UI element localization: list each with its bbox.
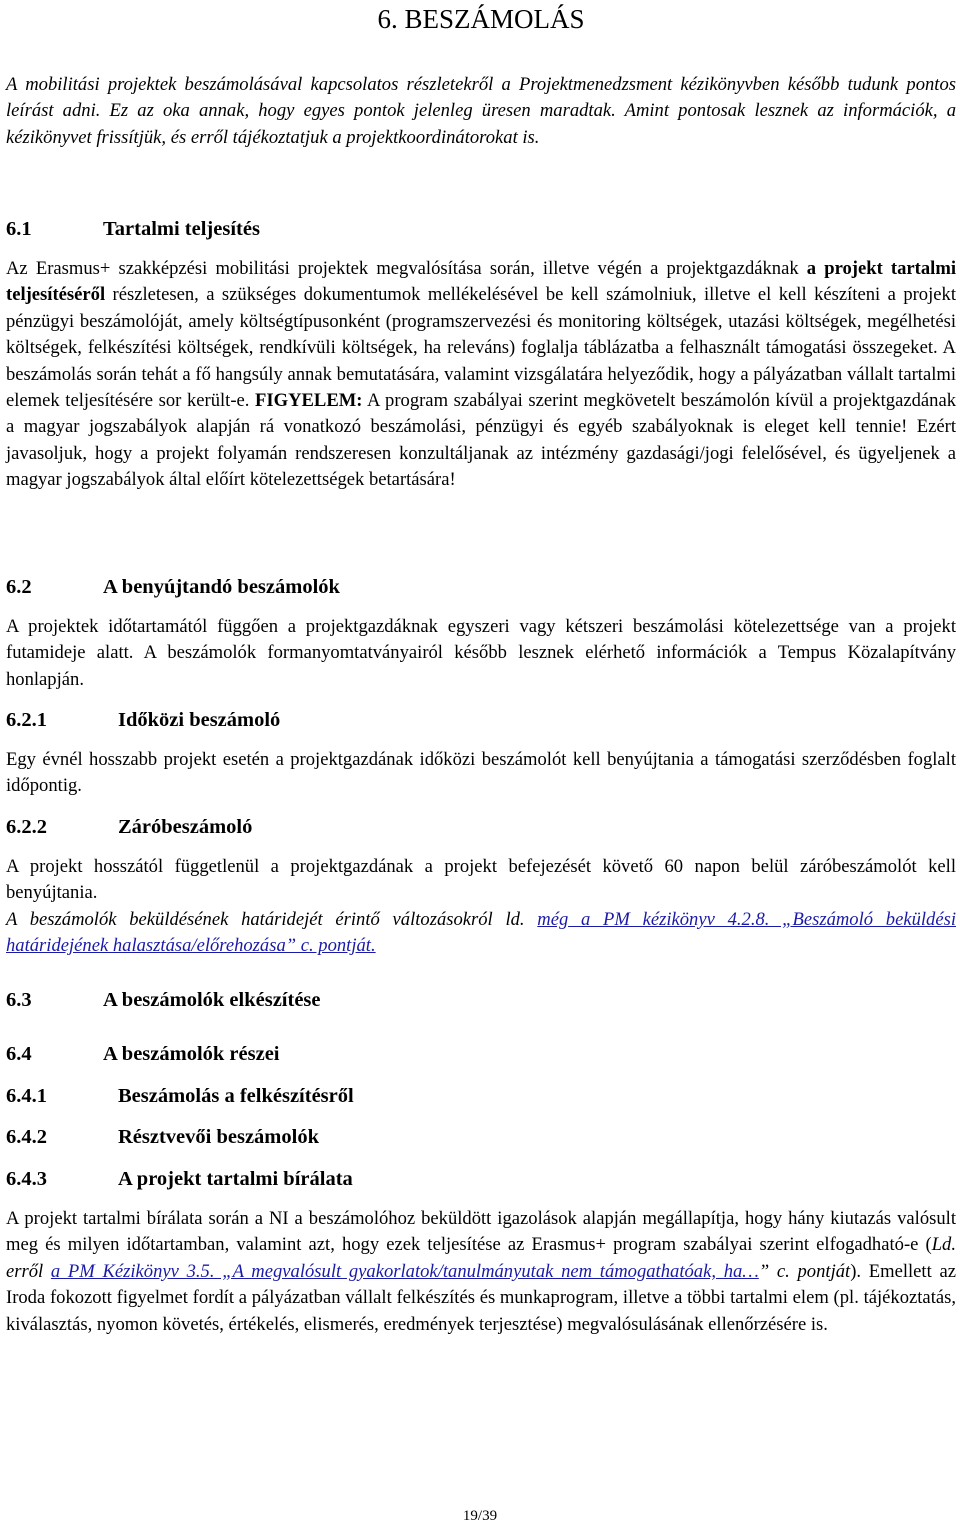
pm-handbook-3-5-link[interactable]: a PM Kézikönyv 3.5. „A megvalósult gyakorlatok/tanulmányutak nem támogathatóak, ha…	[50, 1260, 759, 1282]
italic-text-run: Ld. erről	[6, 1234, 956, 1282]
text-run: A beszámolók beküldésének határidejét érintő változásokról ld.	[6, 909, 538, 930]
section-number: 6.2.2	[6, 816, 47, 838]
section-title: A beszámolók elkészítése	[103, 989, 321, 1011]
section-6-2-2-heading	[6, 814, 956, 840]
section-number: 6.1	[6, 218, 32, 240]
deadline-note	[6, 907, 956, 960]
section-title: Időközi beszámoló	[118, 709, 281, 731]
section-6-2-paragraph: A projektek időtartamától függően a projektgazdáknak egyszeri vagy kétszeri beszámolási kötelezettsége van a projekt futamideje alatt. A beszámolók formanyomtatványairól később lesznek elérhető információk a Tempus Közalapítvány honlapján.	[6, 616, 956, 690]
section-title: A benyújtandó beszámolók	[103, 576, 340, 598]
text-run: A program szabályai szerint megkövetelt beszámolón kívül a projektgazdának a magyar jogszabályok alapján rá vonatkozó beszámolási, pénzügyi és egyéb szabályoknak is eleget kell tennie! Ezért javasoljuk, hogy a projekt folyamán rendszeresen konzultáljanak az intézmény gazdasági/jogi felelősével, és ügyeljenek a magyar jogszabályok által előírt kötelezettségek betartására!	[6, 390, 956, 491]
section-number: 6.3	[6, 989, 32, 1011]
section-title: Záróbeszámoló	[118, 816, 253, 838]
section-6-4-heading	[6, 1041, 956, 1067]
section-6-4-1-heading	[6, 1083, 956, 1109]
bold-text-run: a projekt tartalmi teljesítéséről	[6, 258, 956, 306]
warning-label: FIGYELEM:	[255, 390, 363, 412]
text-run: ). Emellett az Iroda fokozott figyelmet fordít a pályázatban vállalt felkészítés és munkaprogram, illetve a többi tartalmi elem (pl. tájékoztatás, kiválasztás, nyomon követés, értékelés, elismerés, eredmények terjesztése) megvalósulásának ellenőrzésére is.	[6, 1260, 956, 1335]
section-6-4-2-heading	[6, 1124, 956, 1150]
section-title: Résztvevői beszámolók	[118, 1126, 319, 1148]
page-number: 19/39	[462, 1508, 498, 1524]
section-number: 6.2.1	[6, 709, 47, 731]
section-title: Beszámolás a felkészítésről	[118, 1085, 354, 1107]
section-6-3-heading	[6, 987, 956, 1013]
text-run: A projekt tartalmi bírálata során a NI a beszámolóhoz beküldött igazolások alapján megállapítja, hogy hány kiutazás valósult meg és milyen időtartamban, valamint azt, hogy ezek teljesítése az Erasmus+ program szabályai szerint elfogadható-e (	[6, 1208, 956, 1256]
section-title: Tartalmi teljesítés	[103, 218, 260, 240]
section-6-2-2-paragraph: A projekt hosszától függetlenül a projektgazdának a projekt befejezését követő 60 napon belül záróbeszámolót kell benyújtania.	[6, 856, 956, 904]
section-number: 6.4	[6, 1043, 32, 1065]
italic-text-run: ” c. pontját	[758, 1260, 851, 1282]
section-number: 6.4.1	[6, 1085, 47, 1107]
section-number: 6.4.3	[6, 1168, 47, 1190]
section-6-1-paragraph	[6, 256, 956, 494]
section-6-2-1-paragraph: Egy évnél hosszabb projekt esetén a projektgazdának időközi beszámolót kell benyújtania a támogatási szerződésben foglalt időpontig.	[6, 749, 956, 797]
section-number: 6.2	[6, 576, 32, 598]
section-title: A projekt tartalmi bírálata	[118, 1168, 353, 1190]
chapter-title: 6. BESZÁMOLÁS	[377, 4, 585, 34]
text-run: Az Erasmus+ szakképzési mobilitási projektek megvalósítása során, illetve végén a projektgazdáknak	[6, 258, 807, 279]
text-run: részletesen, a szükséges dokumentumok mellékelésével be kell számolniuk, illetve el kell készíteni a projekt pénzügyi beszámolóját, amely költségtípusonként (programszervezési és monitoring költségek, utazási költségek, megélhetési költségek, felkészítési költségek, rendkívüli költségek, ha releváns) foglalja táblázatba a felhasznált támogatási összegeket. A beszámolás során tehát a fő hangsúly annak bemutatására, valamint vizsgálatára helyeződik, hogy a pályázatban vállalt tartalmi elemek teljesítésére sor került-e.	[6, 284, 956, 412]
section-title: A beszámolók részei	[103, 1043, 280, 1065]
section-6-4-3-paragraph	[6, 1206, 956, 1338]
pm-handbook-4-2-8-link[interactable]: még a PM kézikönyv 4.2.8. „Beszámoló beküldési határidejének halasztása/előrehozása” c. pontját.	[6, 909, 956, 957]
section-6-1-heading	[6, 216, 956, 242]
section-6-2-heading	[6, 574, 956, 600]
intro-paragraph: A mobilitási projektek beszámolásával kapcsolatos részletekről a Projektmenedzsment kézikönyvben később tudunk pontos leírást adni. Ez az oka annak, hogy egyes pontok jelenleg üresen maradtak. Amint pontosak lesznek az információk, a kézikönyvet frissítjük, és erről tájékoztatjuk a projektkoordinátorokat is.	[6, 74, 956, 148]
section-6-4-3-heading	[6, 1166, 956, 1192]
section-6-2-1-heading	[6, 707, 956, 733]
section-number: 6.4.2	[6, 1126, 47, 1148]
